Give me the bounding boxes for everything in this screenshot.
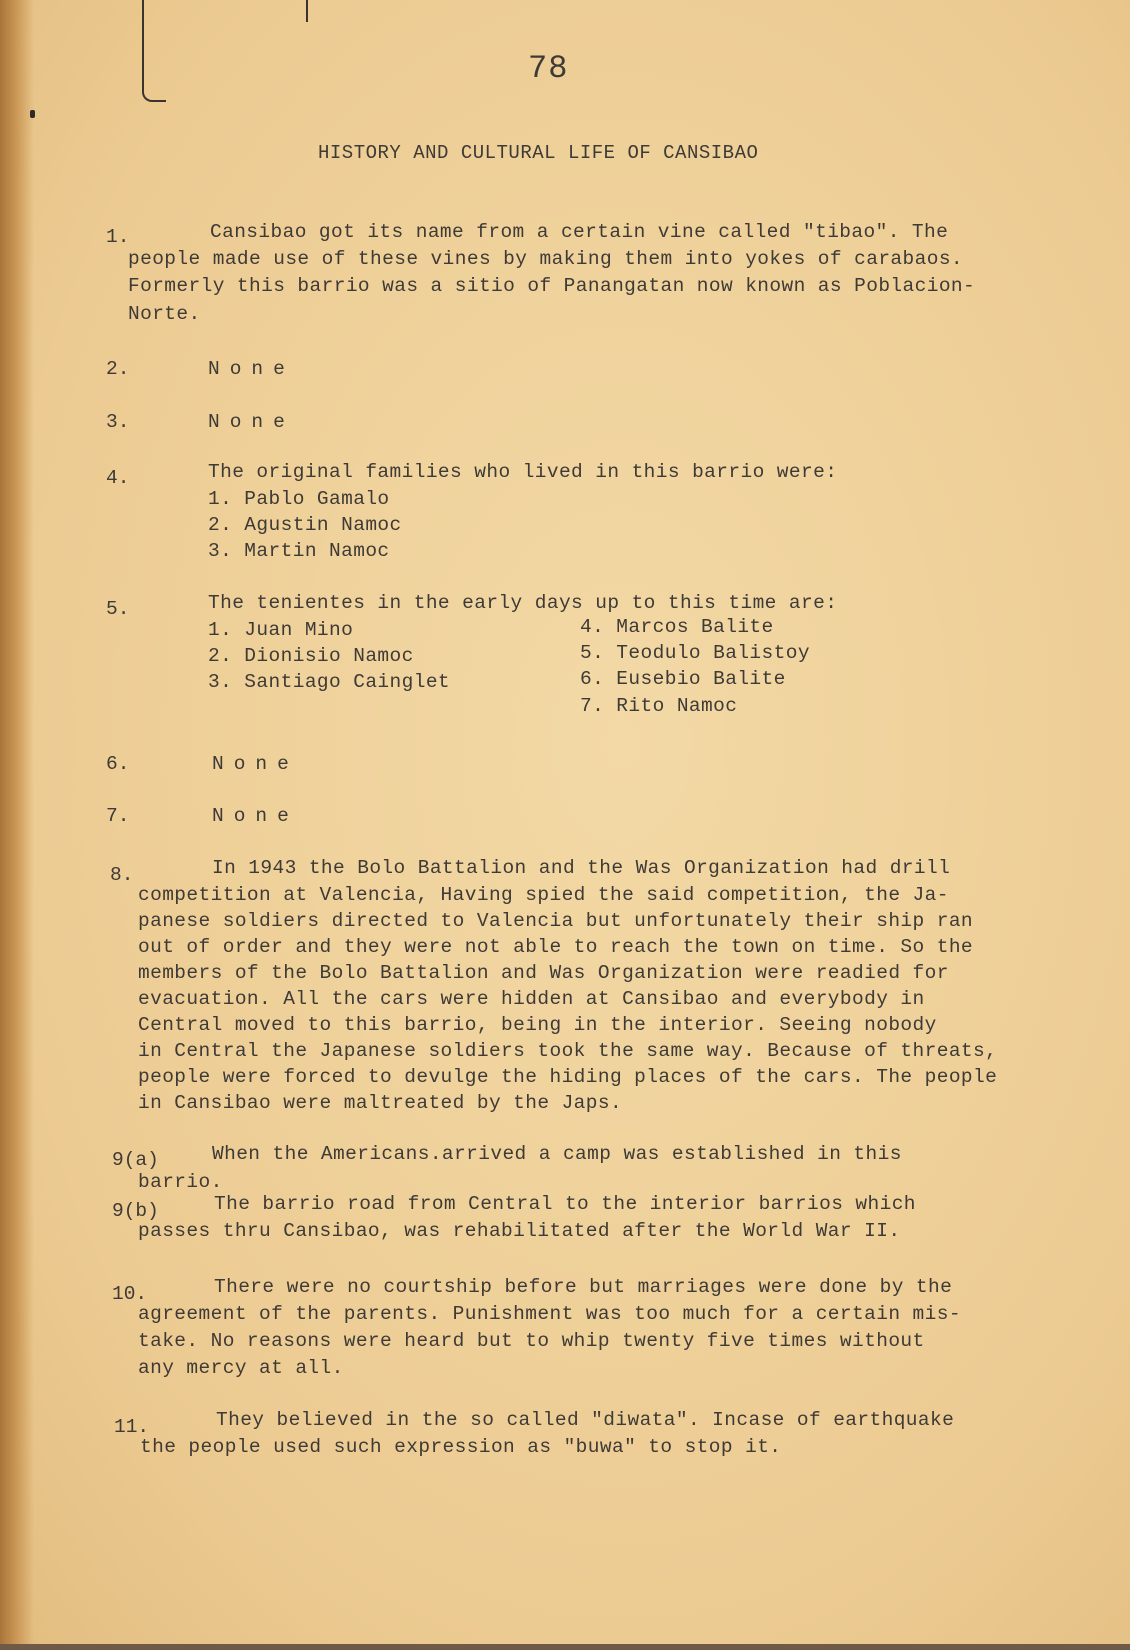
family-entry: 1. Pablo Gamalo xyxy=(208,488,390,510)
item-text: None xyxy=(208,411,295,433)
page-number: 78 xyxy=(528,50,569,87)
item-number: 7. xyxy=(106,805,130,827)
item-number: 6. xyxy=(106,753,130,775)
teniente-entry: 5. Teodulo Balistoy xyxy=(580,642,810,664)
paragraph-line: There were no courtship before but marriages were done by the xyxy=(214,1276,953,1298)
paragraph-line: Cansibao got its name from a certain vine called "tibao". The xyxy=(210,221,949,243)
family-entry: 2. Agustin Namoc xyxy=(208,514,402,536)
item-number: 2. xyxy=(106,358,130,380)
paragraph-line: panese soldiers directed to Valencia but unfortunately their ship ran xyxy=(138,910,974,932)
paragraph-line: Norte. xyxy=(128,303,201,325)
paragraph-line: Formerly this barrio was a sitio of Panangatan now known as Poblacion- xyxy=(128,275,976,297)
paragraph-line: evacuation. All the cars were hidden at Cansibao and everybody in xyxy=(138,988,925,1010)
binding-edge xyxy=(0,0,34,1650)
item-intro: The original families who lived in this barrio were: xyxy=(208,461,838,483)
teniente-entry: 6. Eusebio Balite xyxy=(580,668,786,690)
paragraph-line: In 1943 the Bolo Battalion and the Was Organization had drill xyxy=(212,857,951,879)
paragraph-line: out of order and they were not able to reach the town on time. So the xyxy=(138,936,974,958)
paragraph-line: people were forced to devulge the hiding places of the cars. The people xyxy=(138,1066,998,1088)
item-text: None xyxy=(208,358,295,380)
teniente-entry: 7. Rito Namoc xyxy=(580,695,738,717)
paragraph-line: When the Americans.arrived a camp was established in this xyxy=(212,1143,902,1165)
family-entry: 3. Martin Namoc xyxy=(208,540,390,562)
paragraph-line: Central moved to this barrio, being in the interior. Seeing nobody xyxy=(138,1014,937,1036)
page-title: HISTORY AND CULTURAL LIFE OF CANSIBAO xyxy=(318,142,759,164)
teniente-entry: 2. Dionisio Namoc xyxy=(208,645,414,667)
item-text: None xyxy=(212,805,299,827)
paragraph-line: in Cansibao were maltreated by the Japs. xyxy=(138,1092,623,1114)
paragraph-line: take. No reasons were heard but to whip twenty five times without xyxy=(138,1330,925,1352)
paragraph-line: The barrio road from Central to the interior barrios which xyxy=(214,1193,916,1215)
paragraph-line: the people used such expression as "buwa" to stop it. xyxy=(140,1436,782,1458)
item-number: 9(a) xyxy=(112,1149,159,1171)
margin-tick-mark xyxy=(306,0,308,22)
item-number: 5. xyxy=(106,598,130,620)
margin-bracket-mark xyxy=(142,0,166,102)
paragraph-line: members of the Bolo Battalion and Was Organization were readied for xyxy=(138,962,949,984)
paragraph-line: people made use of these vines by making them into yokes of carabaos. xyxy=(128,248,964,270)
item-number: 4. xyxy=(106,467,130,489)
paragraph-line: in Central the Japanese soldiers took the same way. Because of threats, xyxy=(138,1040,998,1062)
item-number: 3. xyxy=(106,411,130,433)
ink-dot xyxy=(30,110,35,118)
paragraph-line: barrio. xyxy=(138,1171,223,1193)
item-number: 9(b) xyxy=(112,1200,159,1222)
teniente-entry: 1. Juan Mino xyxy=(208,619,354,641)
bottom-edge xyxy=(0,1644,1130,1650)
teniente-entry: 3. Santiago Cainglet xyxy=(208,671,451,693)
paragraph-line: any mercy at all. xyxy=(138,1357,344,1379)
item-intro: The tenientes in the early days up to this time are: xyxy=(208,592,838,614)
item-text: None xyxy=(212,753,299,775)
item-number: 8. xyxy=(110,864,134,886)
teniente-entry: 4. Marcos Balite xyxy=(580,616,774,638)
paragraph-line: passes thru Cansibao, was rehabilitated after the World War II. xyxy=(138,1220,901,1242)
paragraph-line: They believed in the so called "diwata". Incase of earthquake xyxy=(216,1409,955,1431)
paragraph-line: competition at Valencia, Having spied the said competition, the Ja- xyxy=(138,884,949,906)
item-number: 1. xyxy=(106,226,130,248)
item-number: 10. xyxy=(112,1283,148,1305)
paragraph-line: agreement of the parents. Punishment was too much for a certain mis- xyxy=(138,1303,961,1325)
item-number: 11. xyxy=(114,1416,150,1438)
